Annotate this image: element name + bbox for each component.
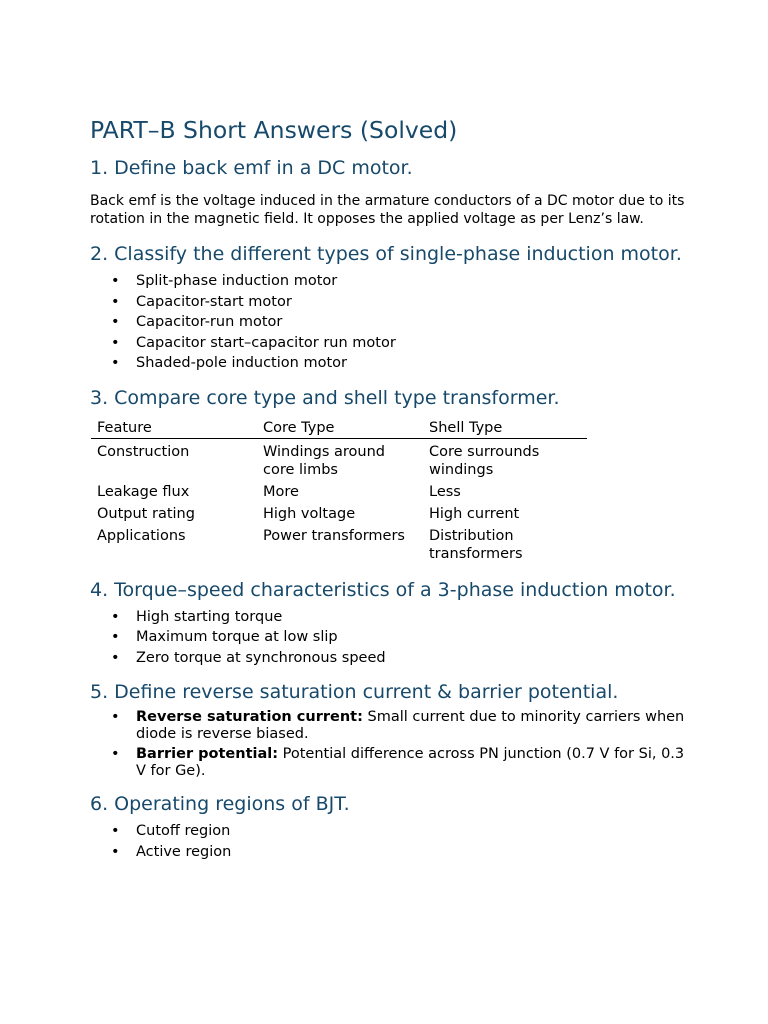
list-item: • Zero torque at synchronous speed	[136, 648, 690, 669]
list-item: • Split-phase induction motor	[136, 271, 690, 292]
list-item: • Capacitor-run motor	[136, 312, 690, 333]
motor-types-list	[90, 271, 690, 374]
table-row	[91, 438, 587, 481]
column-header-shell-type: Shell Type	[423, 419, 587, 439]
definition-text: Small current due to minority carriers when diode is reverse biased.	[136, 709, 685, 742]
table-cell: Core surrounds windings	[429, 443, 540, 478]
list-item: • Capacitor start–capacitor run motor	[136, 333, 690, 354]
table-cell: Windings around core limbs	[263, 443, 386, 478]
list-item: • Capacitor-start motor	[136, 292, 690, 313]
table-row	[91, 503, 587, 525]
table-cell: Less	[429, 483, 461, 500]
question-5-heading: 5. Define reverse saturation current & barrier potential.	[90, 681, 619, 703]
column-header-core-type: Core Type	[257, 419, 423, 439]
question-3-heading: 3. Compare core type and shell type transformer.	[90, 386, 560, 409]
table-row	[91, 525, 587, 565]
list-item	[136, 709, 690, 743]
table-cell: Leakage flux	[97, 483, 190, 500]
table-cell: Output rating	[97, 505, 195, 522]
table-cell: Applications	[97, 527, 186, 544]
definition-term: Barrier potential:	[136, 746, 279, 762]
document-page	[90, 114, 690, 874]
table-cell: Power transformers	[263, 527, 405, 544]
table-header-row	[91, 419, 587, 439]
transformer-comparison-table	[91, 419, 587, 565]
question-1-answer: Back emf is the voltage induced in the armature conductors of a DC motor due to its rotation in the magnetic field. It opposes the applied voltage as per Lenz’s law.	[90, 193, 685, 227]
table-cell: High voltage	[263, 505, 356, 522]
definitions-list	[90, 709, 690, 780]
question-4-heading: 4. Torque–speed characteristics of a 3-phase induction motor.	[90, 578, 676, 601]
page-title: PART–B Short Answers (Solved)	[90, 116, 458, 144]
table-cell: High current	[429, 505, 520, 522]
torque-speed-list	[90, 607, 690, 669]
table-cell: More	[263, 483, 299, 500]
list-item: • Cutoff region	[136, 821, 690, 842]
question-1-heading: 1. Define back emf in a DC motor.	[90, 157, 413, 179]
list-item: • Shaded-pole induction motor	[136, 353, 690, 374]
question-2-heading: 2. Classify the different types of single-phase induction motor.	[90, 243, 682, 265]
question-6-heading: 6. Operating regions of BJT.	[90, 793, 350, 815]
definition-term: Reverse saturation current:	[136, 709, 363, 725]
column-header-feature: Feature	[91, 419, 257, 439]
table-row	[91, 481, 587, 503]
table-cell: Construction	[97, 443, 190, 460]
table-cell: Distribution transformers	[429, 527, 523, 562]
definition-text: Potential difference across PN junction (0.7 V for Si, 0.3 V for Ge).	[136, 746, 685, 779]
list-item: • Active region	[136, 842, 690, 863]
list-item: • High starting torque	[136, 607, 690, 628]
list-item	[136, 746, 690, 780]
list-item: • Maximum torque at low slip	[136, 627, 690, 648]
bjt-regions-list	[90, 821, 690, 862]
